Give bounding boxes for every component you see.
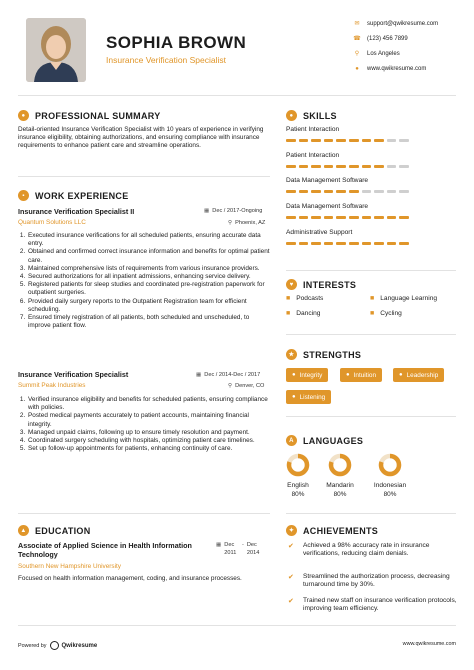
education-end: - Dec 2014 [242,542,260,556]
strengths-heading: ★ STRENGTHS [286,349,361,360]
calendar-icon: ▦ [204,208,210,214]
language-icon: A [286,435,297,446]
skill-level-bar [286,216,409,219]
education-description: Focused on health information management, coding, and insurance processes. [18,575,242,582]
qwikresume-logo[interactable]: Qwikresume [50,641,97,650]
skill-level-segment [299,242,309,245]
location-pin-icon: ⚲ [228,220,233,226]
skill-level-bar [286,190,409,193]
language-name: Mandarin [326,482,354,489]
list-item: 2. Posted medical payments accurately to patient accounts, maintaining financial integrity. [27,412,270,428]
skill-level-segment [387,242,397,245]
footer-website[interactable]: www.qwikresume.com [402,641,456,647]
list-item: 6. Provided daily surgery reports to the Outpatient Registration team for efficient scheduling. [27,298,270,314]
skill-name: Patient Interaction [286,152,340,159]
language-name: Indonesian [373,482,407,489]
skill-level-segment [286,190,296,193]
contact-location-text: Los Angeles [367,50,400,57]
skill-level-segment [324,165,334,168]
skill-level-segment [336,216,346,219]
skill-name: Administrative Support [286,229,353,236]
skill-level-segment [336,242,346,245]
summary-divider [18,176,270,177]
skill-level-segment [349,139,359,142]
achievement-icon: ✔ [288,574,294,581]
skill-level-segment [324,242,334,245]
contact-location [352,46,470,61]
skill-level-segment [387,165,397,168]
strength-pill: ● Listening [286,390,331,404]
list-item: 1. Executed insurance verifications for all scheduled patients, ensuring accurate data entry. [27,232,270,248]
experience-divider [18,513,270,514]
skill-level-segment [324,216,334,219]
language-level-ring [327,452,353,478]
summary-heading: ● PROFESSIONAL SUMMARY [18,110,161,121]
skill-level-segment [399,190,409,193]
interest-podcasts: ■ Podcasts [286,295,324,302]
skill-level-segment [399,139,409,142]
skill-level-segment [399,242,409,245]
skill-level-segment [286,165,296,168]
skill-level-segment [324,139,334,142]
skill-level-segment [286,242,296,245]
skill-level-segment [374,242,384,245]
skill-level-segment [374,190,384,193]
graduation-cap-icon: ▲ [18,525,29,536]
skill-level-segment [336,165,346,168]
skill-level-segment [324,190,334,193]
footer-powered-by: Powered by Qwikresume [18,642,98,649]
skill-level-segment [387,216,397,219]
podcast-icon: ■ [286,295,291,302]
skill-level-segment [374,216,384,219]
medal-icon: ✦ [286,525,297,536]
contact-email-text: support@qwikresume.com [367,20,439,27]
skill-level-segment [311,165,321,168]
list-item: 2. Obtained and confirmed correct insurance information and benefits for optimal patient care. [27,248,270,264]
skill-level-segment [311,242,321,245]
job-2-dates: ▦ Dec / 2014-Dec / 2017 [196,372,261,378]
experience-heading: ▪ WORK EXPERIENCE [18,190,129,201]
interest-language-learning: ■ Language Learning [370,295,438,302]
interests-icon: ♥ [286,279,297,290]
job-1-company: Quantum Solutions LLC [18,219,86,226]
interest-dancing: ■ Dancing [286,310,321,317]
list-item: 7. Ensured timely registration of all patients, both scheduled and unscheduled, to improve patient flow. [27,314,270,330]
language-name: English [287,482,309,489]
skill-level-segment [349,190,359,193]
skill-level-segment [362,216,372,219]
calendar-icon: ▦ [196,372,202,378]
skill-level-segment [336,139,346,142]
briefcase-icon: ▪ [18,190,29,201]
job-2-location: ⚲ Denver, CO [228,383,265,389]
skill-level-segment [362,139,372,142]
skill-level-segment [299,216,309,219]
calendar-icon: ▦ [216,542,222,548]
summary-icon: ● [18,110,29,121]
contact-list [352,16,470,76]
check-icon: ● [346,372,350,378]
skill-level-segment [299,165,309,168]
skill-level-segment [374,139,384,142]
cycling-icon: ■ [370,310,375,317]
list-item: 4. Coordinated surgery scheduling with hospitals, optimizing patient care timelines. [27,437,270,445]
skill-level-segment [299,190,309,193]
skill-level-segment [311,190,321,193]
skill-level-segment [336,190,346,193]
skill-level-segment [399,165,409,168]
profile-photo [26,18,86,82]
check-icon: ● [292,394,296,400]
skill-level-segment [387,190,397,193]
education-school: Southern New Hampshire University [18,563,121,570]
achievement-item: ✔ Trained new staff on insurance verification protocols, improving team efficiency. [288,597,457,613]
job-1-bullets [18,232,270,330]
language-percent: 80% [333,491,347,498]
strength-pill: ● Integrity [286,368,328,382]
skill-level-segment [349,165,359,168]
achievement-icon: ✔ [288,543,294,550]
list-item: 4. Secured authorizations for all inpatient admissions, enhancing service delivery. [27,273,270,281]
language-level-ring [285,452,311,478]
achievement-item: ✔ Streamlined the authorization process, decreasing turnaround time by 30%. [288,573,450,589]
education-heading: ▲ EDUCATION [18,525,91,536]
globe-icon: ● [355,65,359,72]
interest-cycling: ■ Cycling [370,310,402,317]
education-start: ▦ Dec 2011 [216,542,237,556]
check-icon: ● [399,372,403,378]
interests-divider [286,334,456,335]
languages-heading: A LANGUAGES [286,435,363,446]
achievement-icon: ✔ [288,598,294,605]
languages-divider [286,513,456,514]
job-2-company: Summit Peak Industries [18,382,86,389]
email-icon: ✉ [354,21,360,27]
language-percent: 80% [291,491,305,498]
list-item: 5. Registered patients for sleep studies and coordinated pre-registration paperwork for outpatient surgeries. [27,281,270,297]
list-item: 3. Managed unpaid claims, following up to ensure timely resolution and payment. [27,429,270,437]
language-level-ring [377,452,403,478]
interests-heading: ♥ INTERESTS [286,279,356,290]
skill-level-segment [311,139,321,142]
job-1-title: Insurance Verification Specialist II [18,207,135,216]
skill-name: Patient Interaction [286,126,340,133]
skill-level-segment [286,216,296,219]
summary-text: Detail-oriented Insurance Verification Specialist with 10 years of experience in verifying insurance eligibility, obtaining authorizations, and ensuring compliance with insurance requirements to enhance patient care and streamline operations. [18,126,264,150]
contact-phone-text: (123) 456 7899 [367,35,408,42]
strength-pill: ● Leadership [393,368,444,382]
check-icon: ● [292,372,296,378]
education-degree: Associate of Applied Science in Health Information Technology [18,541,192,559]
qwikresume-logo-icon [50,641,59,650]
achievements-heading: ✦ ACHIEVEMENTS [286,525,378,536]
location-pin-icon: ⚲ [228,383,233,389]
list-item: 3. Maintained comprehensive lists of requirements from various insurance providers. [27,265,270,273]
strengths-divider [286,416,456,417]
phone-icon: ☎ [353,36,361,42]
language-item [320,452,360,498]
language-item [278,452,318,498]
skill-level-segment [349,242,359,245]
list-item: 5. Set up follow-up appointments for patients, enhancing continuity of care. [27,445,270,453]
skills-heading: ● SKILLS [286,110,337,121]
lightbulb-icon: ● [286,110,297,121]
achievement-item: ✔ Achieved a 98% accuracy rate in insurance verifications, reducing claim denials. [288,542,430,558]
job-1-location: ⚲ Phoenix, AZ [228,220,266,226]
skill-level-segment [311,216,321,219]
skill-level-bar [286,139,409,142]
candidate-job-title: Insurance Verification Specialist [106,55,227,65]
skill-level-segment [362,242,372,245]
skill-level-bar [286,165,409,168]
job-2-bullets [18,396,270,453]
contact-email[interactable] [352,16,470,31]
skill-level-segment [299,139,309,142]
job-2-title: Insurance Verification Specialist [18,370,129,379]
skill-level-segment [399,216,409,219]
skill-level-bar [286,242,409,245]
contact-website[interactable] [352,61,470,76]
skill-level-segment [286,139,296,142]
skill-name: Data Management Software [286,203,369,210]
skill-level-segment [349,216,359,219]
language-learning-icon: ■ [370,295,375,302]
location-icon: ⚲ [354,51,360,57]
trophy-icon: ★ [286,349,297,360]
dancing-icon: ■ [286,310,291,317]
contact-website-text: www.qwikresume.com [367,65,427,72]
candidate-name: SOPHIA BROWN [106,33,247,52]
skill-level-segment [387,139,397,142]
header-divider [18,95,456,96]
list-item: 1. Verified insurance eligibility and benefits for scheduled patients, ensuring compliance with policies. [27,396,270,412]
skills-divider [286,270,456,271]
contact-phone[interactable] [352,31,470,46]
skill-name: Data Management Software [286,177,369,184]
strength-pill: ● Intuition [340,368,382,382]
language-percent: 80% [383,491,397,498]
skill-level-segment [362,165,372,168]
skill-level-segment [374,165,384,168]
job-1-dates: ▦ Dec / 2017-Ongoing [204,208,263,214]
skill-level-segment [362,190,372,193]
language-item [370,452,410,498]
footer-divider [18,625,456,626]
